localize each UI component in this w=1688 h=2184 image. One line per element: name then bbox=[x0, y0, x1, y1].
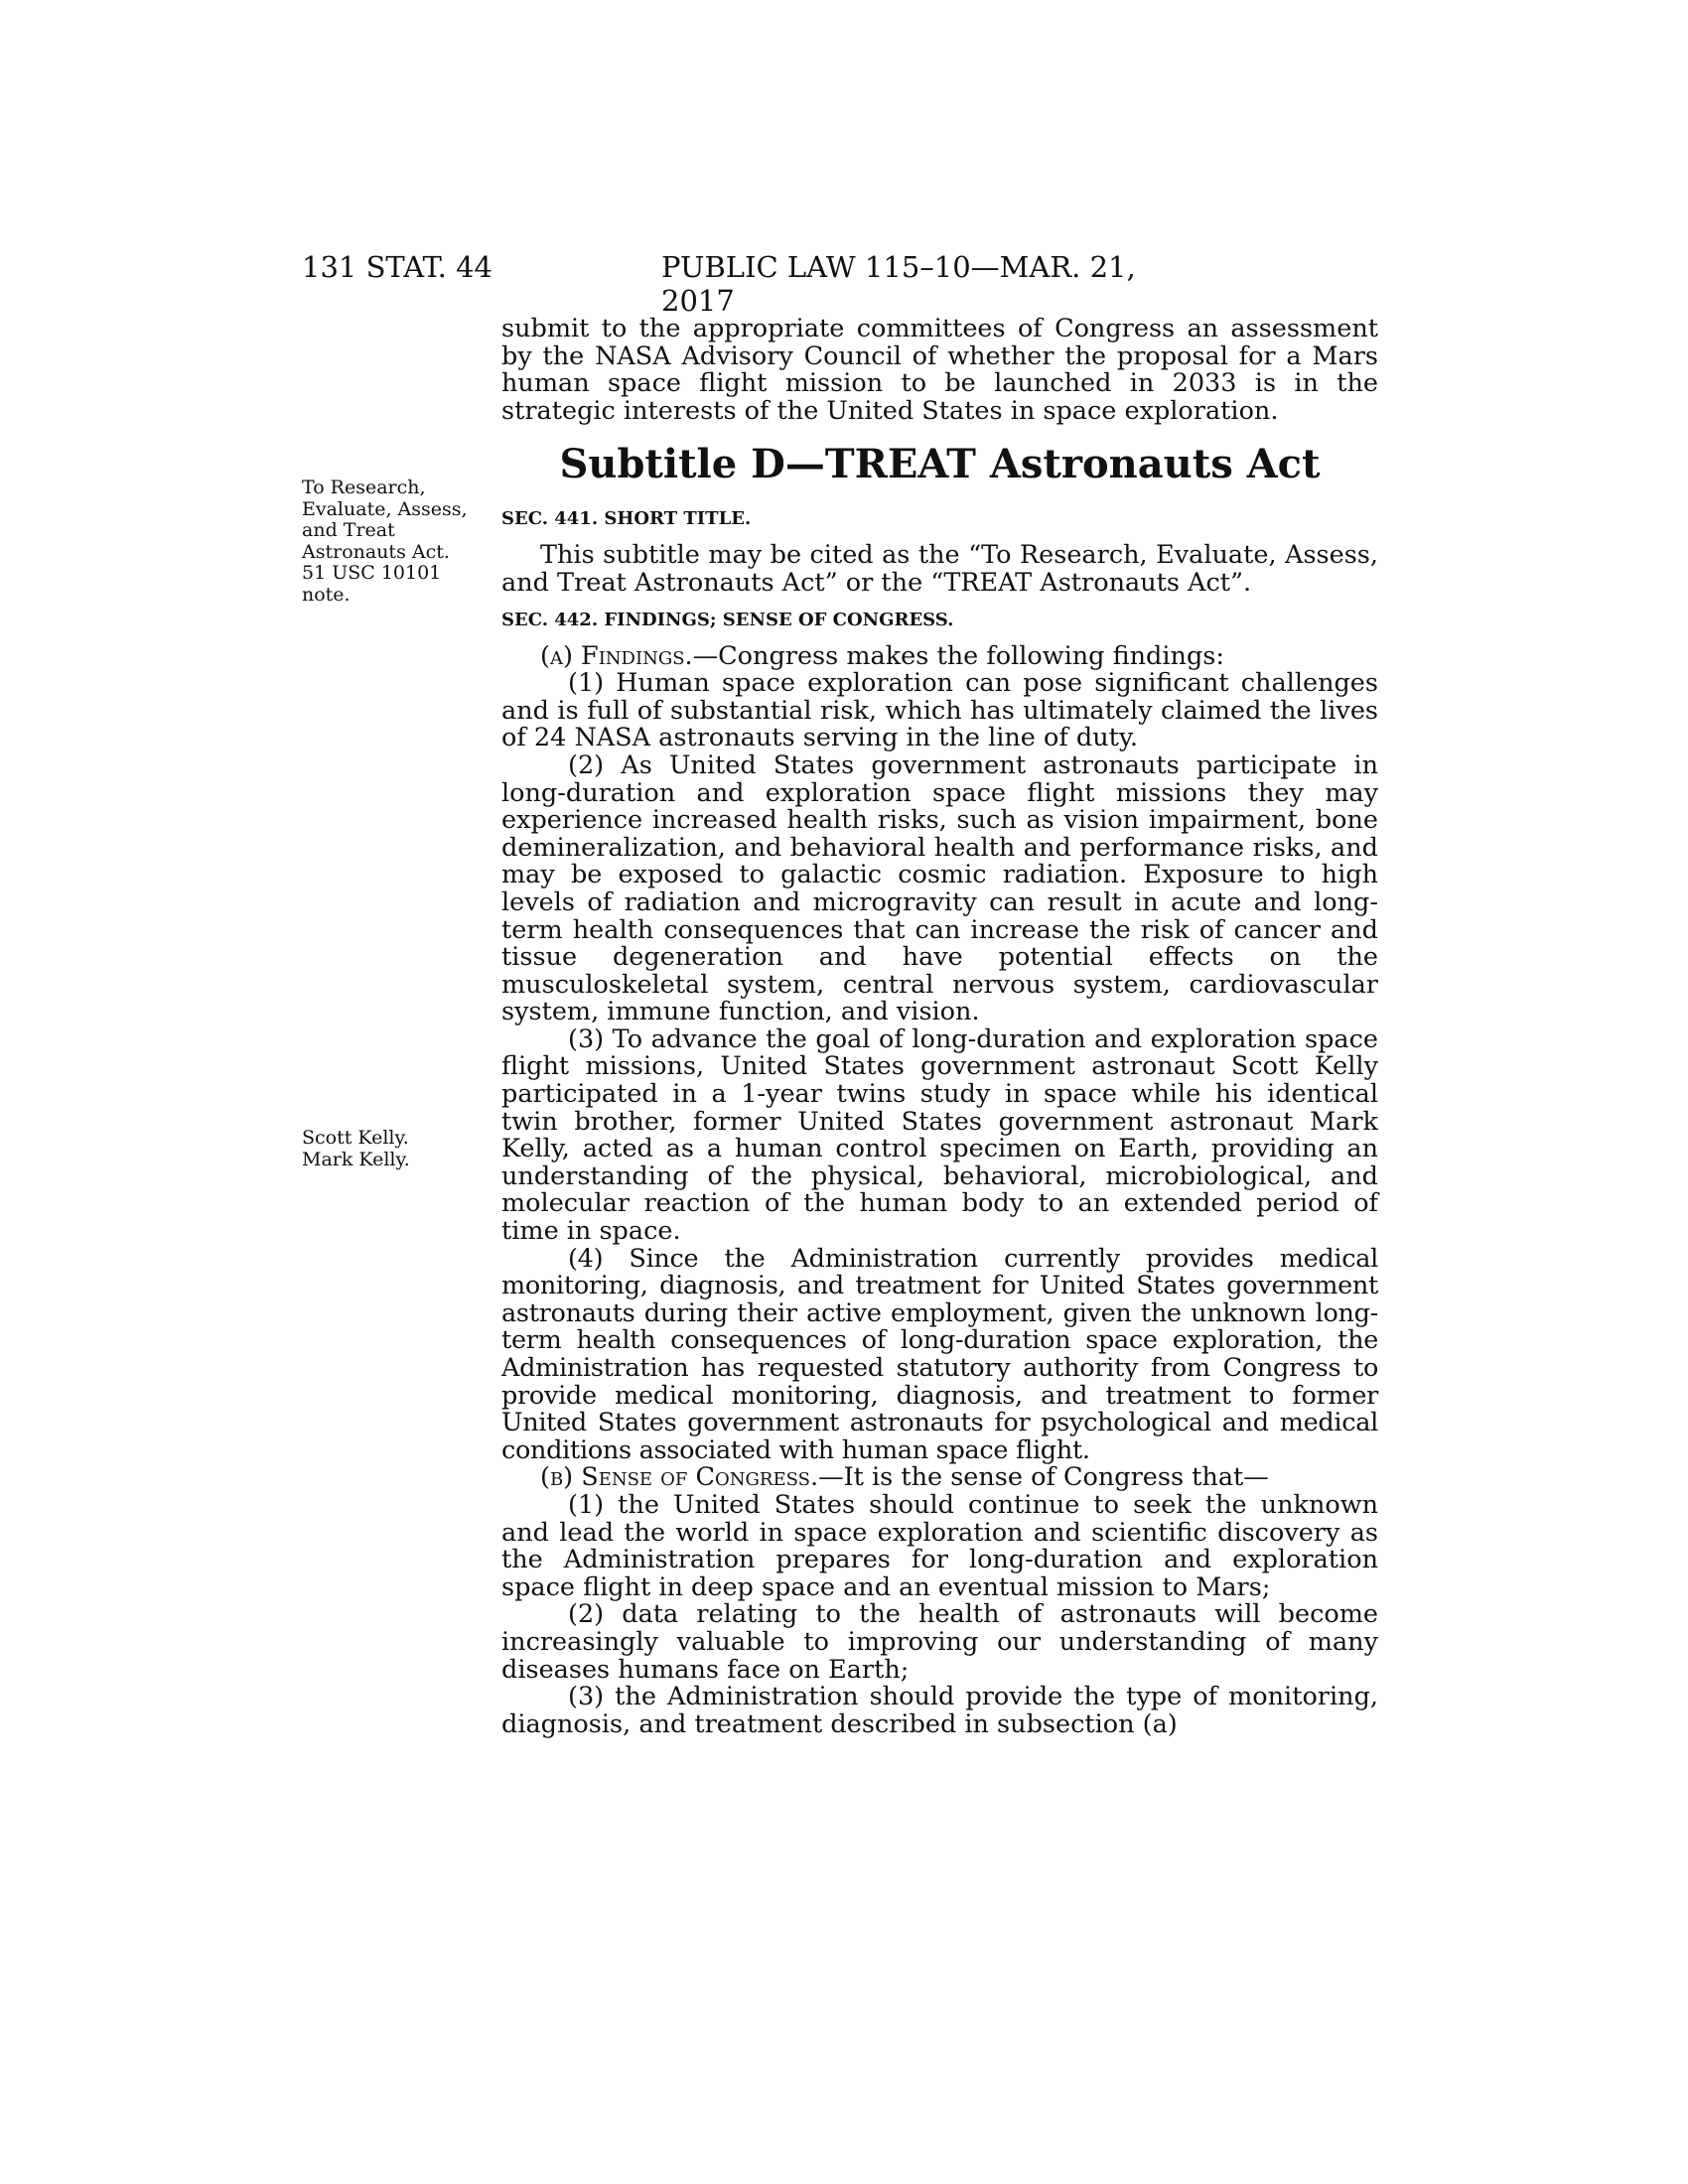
subtitle-heading: Subtitle D—TREAT Astronauts Act bbox=[559, 441, 1321, 488]
main-text bbox=[501, 316, 1378, 1738]
subsection-a-label: (a) Findings. bbox=[540, 640, 693, 671]
subsection-b-label: (b) Sense of Congress. bbox=[540, 1462, 819, 1493]
section-441-text: This subtitle may be cited as the “To Research, Evaluate, Assess, and Treat Astronauts Act” or the “TREAT Astronauts Act”. bbox=[501, 540, 1378, 598]
margin-note-line: Evaluate, Assess, bbox=[302, 497, 468, 520]
continuation-paragraph: submit to the appropriate committees of Congress an assessment by the NASA Advisory Council of whether the proposal for a Mars human space flight mission to be launched in 2033 is in the strategic interests of the United States in space exploration. bbox=[501, 314, 1378, 426]
margin-note-line: Astronauts Act. bbox=[302, 540, 450, 563]
sense-paragraph: (3) the Administration should provide the type of monitoring, diagnosis, and treatment described in subsection (a) bbox=[501, 1682, 1378, 1739]
margin-note-line: Mark Kelly. bbox=[302, 1148, 410, 1170]
subsection-a-intro bbox=[501, 640, 1378, 671]
statute-page-number: 131 STAT. 44 bbox=[302, 250, 492, 284]
public-law-title: PUBLIC LAW 115–10—MAR. 21, 2017 bbox=[661, 250, 1136, 318]
margin-note-line: Scott Kelly. bbox=[302, 1127, 409, 1149]
margin-note-names bbox=[302, 1128, 461, 1170]
section-441-heading: SEC. 441. SHORT TITLE. bbox=[501, 508, 752, 530]
sense-paragraph: (1) the United States should continue to seek the unknown and lead the world in space exploration and scientific discovery as the Administration prepares for long-duration and exploration space flight in deep space and an eventual mission to Mars; bbox=[501, 1489, 1378, 1602]
finding-paragraph: (4) Since the Administration currently provides medical monitoring, diagnosis, and treatment for United States government astronauts during their active employment, given the unknown long-term health consequences of long-duration space exploration, the Administration has requested statutory authority from Congress to provide medical monitoring, diagnosis, and treatment to former United States government astronauts for psychological and medical conditions associated with human space flight. bbox=[501, 1243, 1378, 1465]
subsection-b-text: —It is the sense of Congress that— bbox=[818, 1462, 1269, 1493]
finding-paragraph: (1) Human space exploration can pose significant challenges and is full of substantial risk, which has ultimately claimed the lives of 24 NASA astronauts serving in the line of duty. bbox=[501, 668, 1378, 753]
margin-note-line: To Research, bbox=[302, 477, 426, 498]
margin-note-line: and Treat bbox=[302, 519, 395, 541]
subsection-a-text: —Congress makes the following findings: bbox=[692, 640, 1224, 671]
finding-paragraph: (2) As United States government astronauts participate in long-duration and exploration space flight missions they may experience increased health risks, such as vision impairment, bone demineralization, and behavioral health and performance risks, and may be exposed to galactic cosmic radiation. Exposure to high levels of radiation and microgravity can result in acute and long-term health consequences that can increase the risk of cancer and tissue degeneration and have potential effects on the musculoskeletal system, central nervous system, cardiovascular system, immune function, and vision. bbox=[501, 750, 1378, 1027]
margin-note-act bbox=[302, 477, 468, 606]
page-header bbox=[302, 250, 1215, 318]
margin-note-line: 51 USC 10101 bbox=[302, 562, 442, 584]
subsection-b-intro bbox=[501, 1464, 1378, 1492]
section-442-heading: SEC. 442. FINDINGS; SENSE OF CONGRESS. bbox=[501, 609, 954, 630]
finding-paragraph: (3) To advance the goal of long-duration and exploration space flight missions, United States government astronaut Scott Kelly participated in a 1-year twins study in space while his identical twin brother, former United States government astronaut Mark Kelly, acted as a human control specimen on Earth, providing an understanding of the physical, behavioral, microbiological, and molecular reaction of the human body to an extended period of time in space. bbox=[501, 1024, 1378, 1247]
margin-note-line: note. bbox=[302, 583, 351, 606]
sense-paragraph: (2) data relating to the health of astronauts will become increasingly valuable to improving our understanding of many diseases humans face on Earth; bbox=[501, 1599, 1378, 1685]
